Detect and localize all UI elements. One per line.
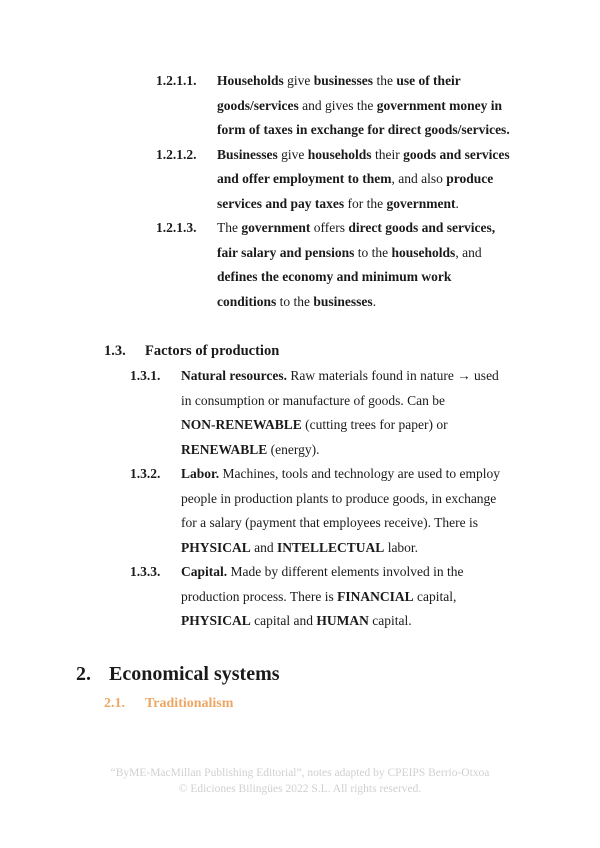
text: . xyxy=(372,293,377,309)
section-2-heading xyxy=(76,660,280,688)
text: in consumption or manufacture of goods. Can be xyxy=(181,392,445,408)
item-text-line xyxy=(217,192,459,217)
item-text-line xyxy=(217,143,510,168)
text: capital. xyxy=(368,613,412,628)
bold-text: FINANCIAL xyxy=(337,588,414,604)
bold-text: use of their xyxy=(396,73,461,88)
item-text-line xyxy=(181,438,320,463)
item-number: 1.3.1. xyxy=(130,368,161,383)
item-text-line xyxy=(217,265,451,290)
bold-text: Businesses xyxy=(217,146,278,162)
text: Made by different elements involved in the xyxy=(227,564,464,579)
text: , and xyxy=(455,244,482,260)
item-text-line xyxy=(217,241,482,266)
text: and xyxy=(250,539,278,555)
item-text-line xyxy=(181,585,456,610)
item-number: 1.3.2. xyxy=(130,466,161,481)
bold-text: HUMAN xyxy=(316,613,369,628)
item-number: 1.2.1.3. xyxy=(156,220,197,235)
bold-text: PHYSICAL xyxy=(181,613,251,628)
item-text-line xyxy=(181,560,463,585)
text: their xyxy=(371,146,404,162)
bold-text: goods/services xyxy=(217,97,299,113)
bold-text: goods and services xyxy=(403,146,510,162)
section-number: 2.1. xyxy=(104,696,125,711)
item-text-line xyxy=(181,536,418,561)
text: give xyxy=(277,146,308,162)
item-text-line xyxy=(217,69,461,94)
bold-text: fair salary and pensions xyxy=(217,244,355,260)
footer-credit: “ByME-MacMillan Publishing Editorial”, notes adapted by CPEIPS Berrio-Otxoa xyxy=(110,767,490,779)
item-text-line xyxy=(181,609,412,634)
bold-text: defines the economy and minimum work xyxy=(217,269,452,284)
section-title: Factors of production xyxy=(145,343,280,359)
section-1-3-heading xyxy=(104,339,280,364)
text: for a salary (payment that employees receive). There is xyxy=(181,515,478,530)
item-text-line xyxy=(181,389,445,414)
text: offers xyxy=(310,220,349,235)
item-text-line xyxy=(181,462,500,487)
text: capital, xyxy=(413,588,457,604)
bold-text: direct goods and services, xyxy=(348,220,496,235)
item-text-line xyxy=(217,290,376,315)
item-text-line xyxy=(181,413,448,438)
item-text-line xyxy=(217,118,510,143)
bold-text: services and pay taxes xyxy=(217,195,345,211)
item-text-line xyxy=(217,216,495,241)
text: , and also xyxy=(391,171,447,186)
bold-text: conditions xyxy=(217,293,277,309)
bold-text: PHYSICAL xyxy=(181,539,251,555)
text: Machines, tools and technology are used to employ xyxy=(219,466,500,481)
item-number: 1.2.1.1. xyxy=(156,73,197,88)
bold-text: Capital. xyxy=(181,564,228,579)
text: give xyxy=(283,73,314,88)
bold-text: government money in xyxy=(376,97,502,113)
item-number: 1.3.3. xyxy=(130,564,161,579)
bold-text: government xyxy=(386,195,456,211)
item-text-line xyxy=(217,94,502,119)
text: people in production plants to produce goods, in exchange xyxy=(181,490,497,506)
section-2-1-heading xyxy=(104,692,234,717)
section-title: Economical systems xyxy=(109,663,280,685)
item-text-line xyxy=(181,364,499,389)
bold-text: Natural resources. xyxy=(181,368,287,383)
item-text-line xyxy=(217,167,493,192)
bold-text: INTELLECTUAL xyxy=(277,539,385,555)
item-text-line xyxy=(181,511,478,536)
text: (energy). xyxy=(267,441,320,457)
bold-text: and offer employment to them xyxy=(217,171,392,186)
text: . xyxy=(455,195,459,211)
text: capital and xyxy=(250,613,317,628)
bold-text: form of taxes in exchange for direct goods/services. xyxy=(217,122,510,137)
bold-text: produce xyxy=(446,171,494,186)
section-number: 1.3. xyxy=(104,343,126,359)
bold-text: Labor. xyxy=(181,466,220,481)
item-number: 1.2.1.2. xyxy=(156,146,197,162)
bold-text: Households xyxy=(217,73,284,88)
text: to the xyxy=(276,293,314,309)
bold-text: businesses xyxy=(313,73,374,88)
text: labor. xyxy=(384,539,419,555)
text: Raw materials found in nature → used xyxy=(286,368,499,383)
bold-text: RENEWABLE xyxy=(181,441,268,457)
section-title: Traditionalism xyxy=(145,696,234,711)
text: The xyxy=(217,220,242,235)
text: production process. There is xyxy=(181,588,338,604)
footer-copyright: © Ediciones Bilingües 2022 S.L. All rights reserved. xyxy=(178,783,422,795)
bold-text: NON-RENEWABLE xyxy=(181,417,302,432)
bold-text: businesses xyxy=(313,293,373,309)
section-number: 2. xyxy=(76,663,91,685)
bold-text: government xyxy=(241,220,311,235)
bold-text: households xyxy=(307,146,372,162)
text: for the xyxy=(344,195,387,211)
text: (cutting trees for paper) or xyxy=(301,417,448,432)
text: and gives the xyxy=(298,97,377,113)
text: to the xyxy=(354,244,392,260)
item-text-line xyxy=(181,487,496,512)
text: the xyxy=(373,73,397,88)
bold-text: households xyxy=(391,244,456,260)
